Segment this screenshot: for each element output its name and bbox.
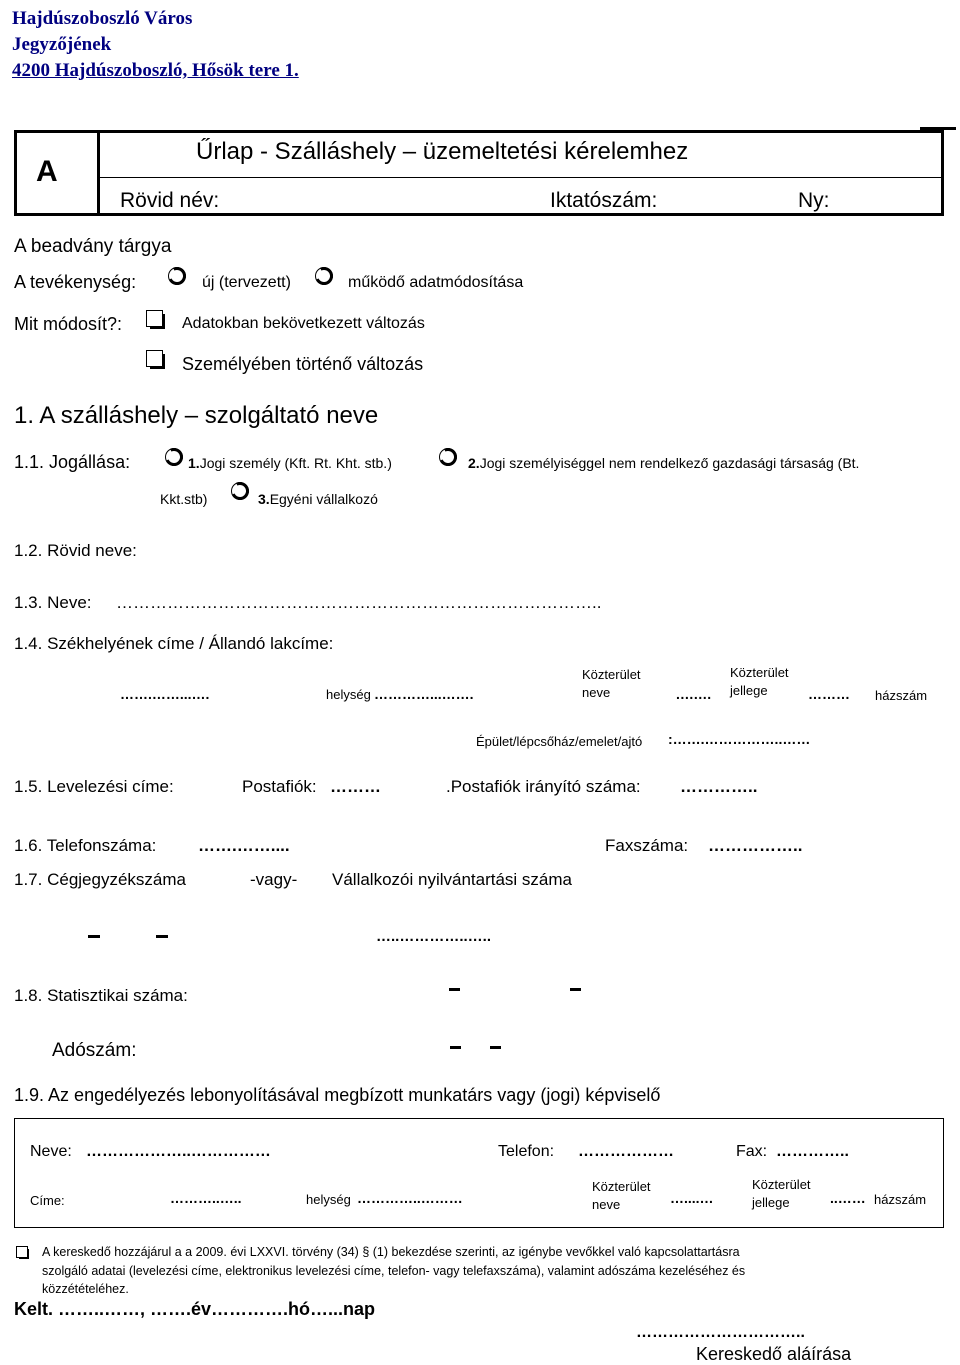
consent-text-1: A kereskedő hozzájárul a a 2009. évi LXXVI. törvény (34) § (1) bekezdése szerinti, az igénybe vevőkkel való kapcsolattartásra <box>42 1245 740 1259</box>
legal-status-label: 1.1. Jogállása: <box>14 452 131 472</box>
mail-label: Levelezési címe: <box>47 777 174 796</box>
radio-existing[interactable] <box>316 268 334 286</box>
opt-existing-label: működő adatmódosítása <box>348 274 524 291</box>
building-label: Épület/lépcsőház/emelet/ajtó <box>476 734 643 749</box>
building-field[interactable]: :…….……………..…… <box>668 731 811 747</box>
name-num: 1.3. <box>14 593 43 612</box>
activity-label: A tevékenység: <box>14 272 137 292</box>
legal-opt1-num: 1. <box>188 455 200 471</box>
addr-street-name-label: Közterület neve <box>582 667 641 700</box>
legal-opt2-num: 2. <box>468 455 480 471</box>
rep-label: Az engedélyezés lebonyolításával megbízott munkatárs vagy (jogi) képviselő <box>48 1085 661 1105</box>
rep-addr-town-dots[interactable]: ………..….. <box>170 1190 242 1206</box>
rep-name-label: Neve: <box>30 1143 72 1160</box>
fax-field[interactable]: …………….. <box>708 836 803 855</box>
radio-legal-3[interactable] <box>232 483 250 501</box>
addr-town-label: helység <box>326 687 371 702</box>
stat-num: 1.8. <box>14 986 43 1005</box>
modify-label: Mit módosít?: <box>14 314 123 334</box>
rep-phone-label: Telefon: <box>498 1143 555 1160</box>
reg-entr-field[interactable]: …..…………..….. <box>376 928 492 945</box>
pobox-zip-field[interactable]: ………….. <box>680 777 758 796</box>
rep-addr-house-dots[interactable]: ..…… <box>830 1190 866 1206</box>
reg-label: Cégjegyzékszáma <box>47 870 186 889</box>
checkbox-person-change[interactable] <box>146 350 165 369</box>
short-name-field[interactable]: Rövid neve: <box>47 541 137 560</box>
legal-opt2-cont: Kkt.stb) <box>160 491 208 507</box>
rep-fax-field[interactable]: ………….. <box>776 1143 849 1160</box>
reg-num: 1.7. <box>14 870 43 889</box>
signature-label: Kereskedő aláírása <box>696 1344 852 1364</box>
opt-new-label: új (tervezett) <box>202 274 291 291</box>
name-field[interactable]: ………………………………………………………………………….. <box>116 593 602 612</box>
legal-opt2-label: Jogi személyiséggel nem rendelkező gazdasági társaság (Bt. <box>479 455 860 471</box>
place-date-field[interactable]: Kelt. ……..……, …….év………….hó…...nap <box>14 1299 376 1319</box>
tax-dash-2 <box>490 1046 501 1049</box>
stat-label: Statisztikai száma: <box>47 986 188 1005</box>
stat-dash-1 <box>449 988 460 991</box>
legal-opt3-num: 3. <box>258 491 270 507</box>
header-line1: Hajdúszoboszló Város <box>12 8 193 29</box>
addr-house-label: házszám <box>875 688 928 703</box>
cb-person-label: Személyében történő változás <box>182 354 424 374</box>
pobox-label: Postafiók: <box>242 777 317 796</box>
address-label: Székhelyének címe / Állandó lakcíme: <box>47 634 334 653</box>
name-label: Neve: <box>47 593 92 612</box>
header-line2: Jegyzőjének <box>12 34 112 55</box>
rep-addr-street-name-label: Közterület neve <box>592 1179 651 1212</box>
rep-addr-town-label: helység <box>306 1192 351 1207</box>
rep-addr-street-type-label: Közterület jellege <box>752 1177 811 1210</box>
phone-field[interactable]: …….…….... <box>198 836 290 855</box>
cb-data-label: Adatokban bekövetkezett változás <box>182 315 425 332</box>
checkbox-data-change[interactable] <box>146 310 165 329</box>
rep-addr-house-label: házszám <box>874 1192 927 1207</box>
reg-dash-1 <box>88 935 100 938</box>
rep-fax-label: Fax: <box>736 1143 768 1160</box>
consent-text-2: szolgáló adatai (levelezési címe, elektronikus levelezési címe, telefon- vagy telefaxszáma), valamint adószáma kezeléséhez és <box>42 1264 746 1278</box>
phone-label: Telefonszáma: <box>46 836 157 855</box>
subject-heading: A beadvány tárgya <box>14 236 172 257</box>
tax-dash-1 <box>450 1046 461 1049</box>
form-title: Űrlap - Szálláshely – üzemeltetési kérelemhez <box>196 138 689 165</box>
addr-town-dots[interactable]: …….……...…. <box>120 686 210 702</box>
section1-heading: 1. A szálláshely – szolgáltató neve <box>14 402 379 429</box>
rep-name-field[interactable]: ………………..…………… <box>86 1143 271 1160</box>
pobox-zip-label: .Postafiók irányító száma: <box>446 777 641 796</box>
radio-new[interactable] <box>169 268 187 286</box>
consent-text-3: közzétételéhez. <box>42 1282 129 1296</box>
addr-type-dots[interactable]: .….… <box>676 686 712 702</box>
file-no-label: Iktatószám: <box>550 189 658 212</box>
phone-num: 1.6. <box>14 836 43 855</box>
short-name-label: Rövid név: <box>120 189 220 212</box>
legal-opt3-label: Egyéni vállalkozó <box>269 491 378 507</box>
addr-house-dots[interactable]: ……… <box>808 686 850 702</box>
addr-street-type-label: Közterület jellege <box>730 665 789 698</box>
address-num: 1.4. <box>14 634 43 653</box>
fax-label: Faxszáma: <box>605 836 689 855</box>
rep-addr-label: Címe: <box>30 1193 65 1208</box>
consent-checkbox[interactable] <box>16 1246 29 1259</box>
rep-addr-street-dots[interactable]: …………..……… <box>357 1190 463 1206</box>
short-name-num: 1.2. <box>14 541 43 560</box>
legal-opt1-label: Jogi személy (Kft. Rt. Kht. stb.) <box>199 455 392 471</box>
signature-line[interactable]: ………………………….. <box>636 1324 805 1341</box>
reg-or-label: -vagy- <box>250 870 298 889</box>
radio-legal-1[interactable] <box>166 449 184 467</box>
header-line3: 4200 Hajdúszoboszló, Hősök tere 1. <box>12 60 299 81</box>
rep-phone-field[interactable]: ……………… <box>578 1143 674 1160</box>
reg-entr-label: Vállalkozói nyilvántartási száma <box>332 870 572 889</box>
stat-dash-2 <box>570 988 581 991</box>
mail-num: 1.5. <box>14 777 43 796</box>
form-letter: A <box>36 155 58 188</box>
addr-street-dots[interactable]: …………...……. <box>374 686 474 702</box>
ny-label: Ny: <box>798 189 830 212</box>
radio-legal-2[interactable] <box>440 449 458 467</box>
tax-label: Adószám: <box>52 1040 137 1061</box>
rep-addr-type-dots[interactable]: …....… <box>670 1190 714 1206</box>
pobox-field[interactable]: ……… <box>330 777 381 796</box>
reg-dash-2 <box>156 935 168 938</box>
rep-num: 1.9. <box>14 1085 45 1105</box>
